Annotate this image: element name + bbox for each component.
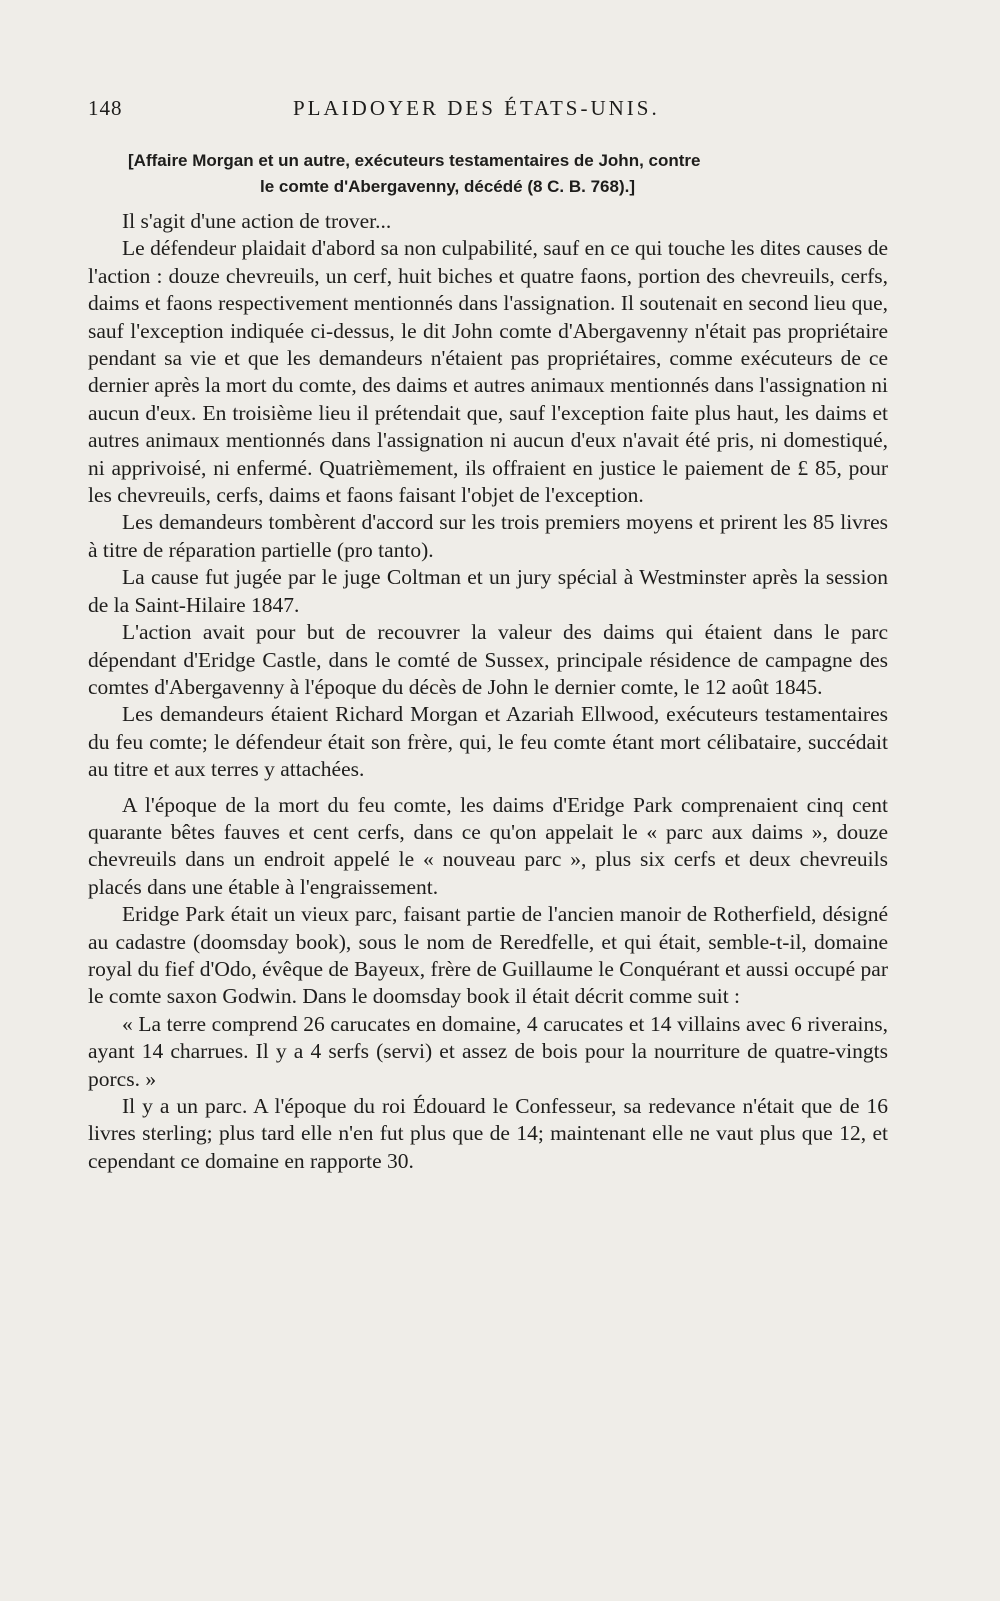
case-citation: [128, 148, 888, 200]
case-citation-line-1: [Affaire Morgan et un autre, exécuteurs testamentaires de John, contre: [128, 151, 701, 170]
paragraph: Il y a un parc. A l'époque du roi Édouard le Confesseur, sa redevance n'était que de 16 livres sterling; plus tard elle n'en fut plus que de 14; maintenant elle ne vaut plus que 12, et cependant ce domaine en rapporte 30.: [88, 1094, 888, 1173]
paragraph: Le défendeur plaidait d'abord sa non culpabilité, sauf en ce qui touche les dites causes de l'action : douze chevreuils, un cerf, huit biches et quatre faons, portion des chevreuils, cerfs, daims et faons respectivement mentionnés dans l'assignation. Il soutenait en second lieu que, sauf l'exception indiquée ci-dessus, le dit John comte d'Abergavenny n'était pas propriétaire pendant sa vie et que les demandeurs n'étaient pas propriétaires, comme exécuteurs de ce dernier après la mort du comte, des daims et autres animaux mentionnés dans l'assignation ni aucun d'eux. En troisième lieu il prétendait que, sauf l'exception faite plus haut, les daims et autres animaux mentionnés dans l'assignation ni aucun d'eux n'avait été pris, ni domestiqué, ni apprivoisé, ni enfermé. Quatrièmement, ils offraient en justice le paiement de £ 85, pour les chevreuils, cerfs, daims et faons faisant l'objet de l'exception.: [88, 236, 888, 508]
page-number: 148: [88, 96, 123, 120]
paragraph: La cause fut jugée par le juge Coltman et un jury spécial à Westminster après la session de la Saint-Hilaire 1847.: [88, 565, 888, 617]
paragraph: Eridge Park était un vieux parc, faisant partie de l'ancien manoir de Rotherfield, désigné au cadastre (doomsday book), sous le nom de Reredfelle, et qui était, semble-t-il, domaine royal du fief d'Odo, évêque de Bayeux, frère de Guillaume le Conquérant et aussi occupé par le comte saxon Godwin. Dans le doomsday book il était décrit comme suit :: [88, 902, 888, 1009]
case-citation-line-2: le comte d'Abergavenny, décédé (8 C. B. 768).]: [260, 177, 636, 196]
paragraph: Il s'agit d'une action de trover...: [122, 209, 392, 233]
paragraph: A l'époque de la mort du feu comte, les daims d'Eridge Park comprenaient cinq cent quarante bêtes fauves et cent cerfs, dans ce qu'on appelait le « parc aux daims », douze chevreuils dans un endroit appelé le « nouveau parc », plus six cerfs et deux chevreuils placés dans une étable à l'engraissement.: [88, 792, 888, 899]
paragraph: Les demandeurs tombèrent d'accord sur les trois premiers moyens et prirent les 85 livres à titre de réparation partielle (pro tanto).: [88, 510, 888, 562]
page-header-title: PLAIDOYER DES ÉTATS-UNIS.: [293, 96, 660, 120]
running-head: [88, 96, 888, 126]
paragraph: Les demandeurs étaient Richard Morgan et Azariah Ellwood, exécuteurs testamentaires du feu comte; le défendeur était son frère, qui, le feu comte étant mort célibataire, succédait au titre et aux terres y attachées.: [88, 702, 888, 782]
body-text: [88, 208, 888, 1175]
quotation-paragraph: « La terre comprend 26 carucates en domaine, 4 carucates et 14 villains avec 6 riverains, ayant 14 charrues. Il y a 4 serfs (servi) et assez de bois pour la nourriture de quatre-vingts porcs. »: [88, 1011, 888, 1091]
paragraph: L'action avait pour but de recouvrer la valeur des daims qui étaient dans le parc dépendant d'Eridge Castle, dans le comté de Sussex, principale résidence de campagne des comtes d'Abergavenny à l'époque du décès de John le dernier comte, le 12 août 1845.: [88, 620, 888, 699]
